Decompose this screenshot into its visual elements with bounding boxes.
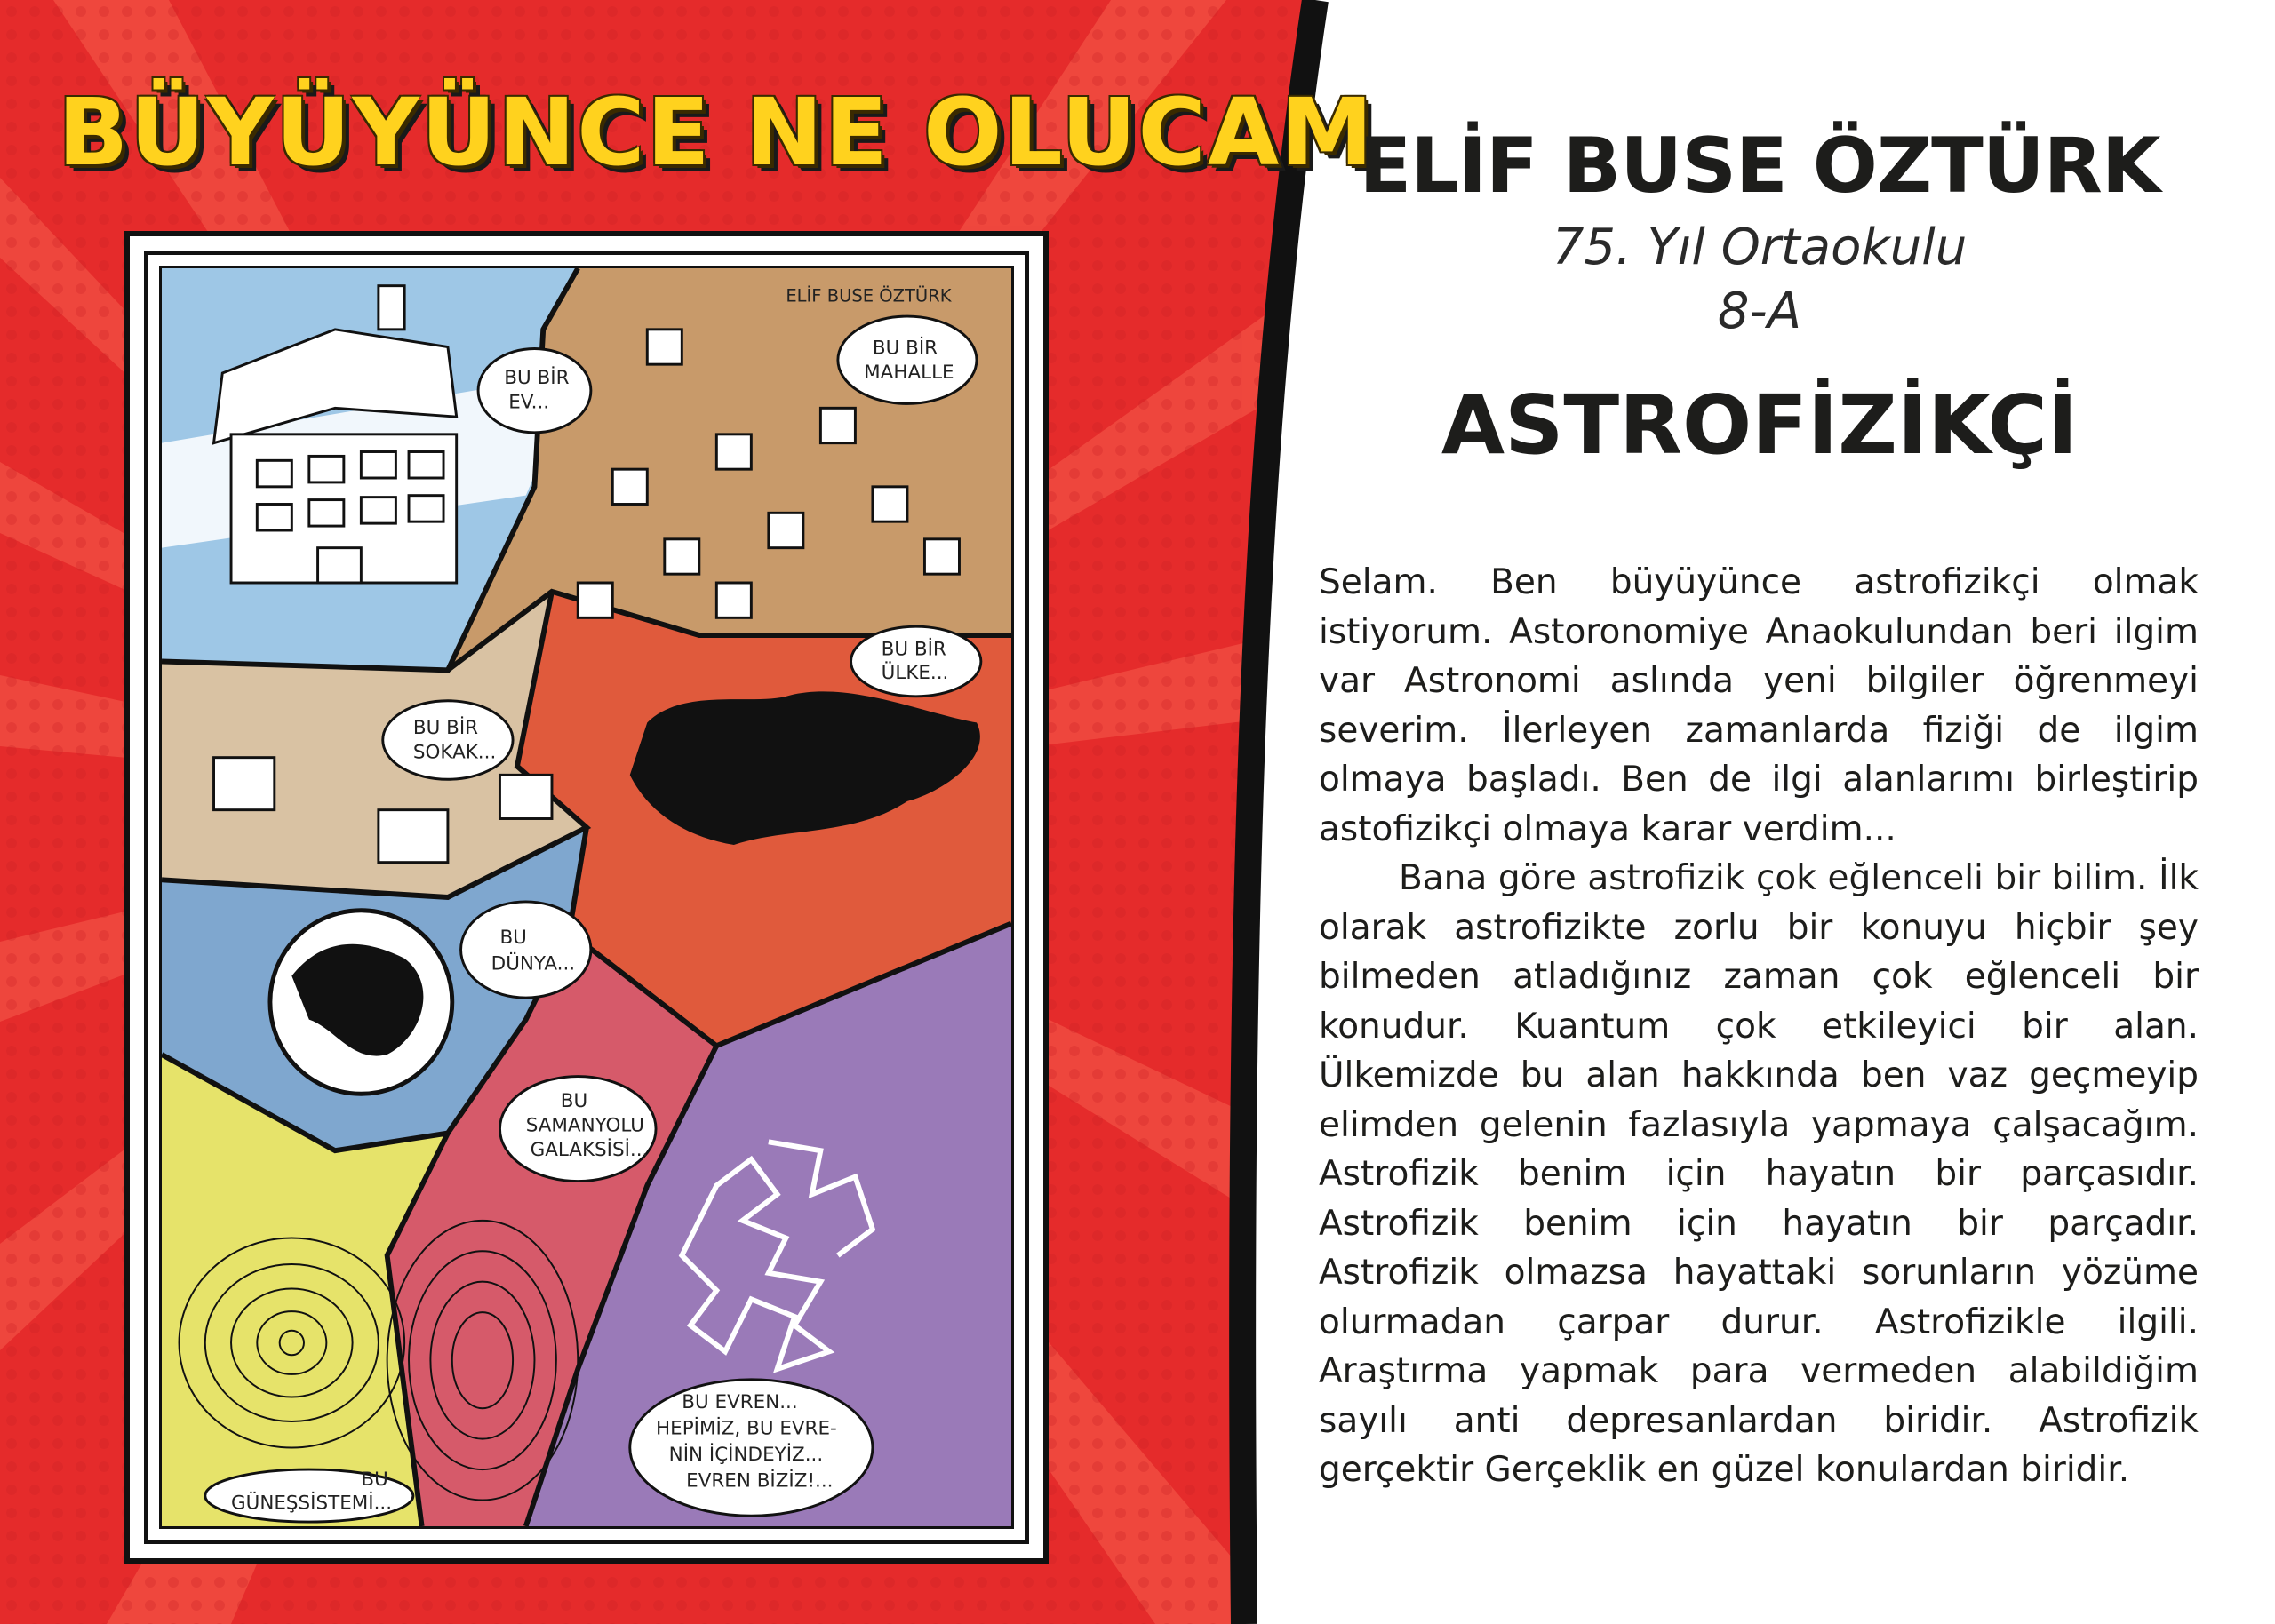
bubble-universe	[630, 1380, 873, 1516]
essay-text	[1319, 558, 2199, 1495]
essay-paragraph: Selam. Ben büyüyünce astrofizikçi olmak istiyorum. Astoronomiye Anaokulundan beri ilgim var Astronomi aslında yeni bilgiler öğrenmeyi severim. İlerleyen zamanlarda fiziği de ilgim olmaya başladı. Ben de ilgi alanlarımı birleştirip astofizikçi olmaya karar verdim...	[1319, 562, 2199, 849]
drawing-frame	[124, 231, 1049, 1564]
essay-paragraph: Bana göre astrofizik çok eğlenceli bir bilim. İlk olarak astrofizikte zorlu bir konuyu hiçbir şey bilmeden atladığınız zaman çok eğlenceli bir konudur. Kuantum çok etkileyici bir alan. Ülkemizde bu alan hakkında ben vaz geçmeyip elimden gelenin fazlasıyla yapmaya çalşacağım. Astrofizik benim için hayatın bir parçasıdır. Astrofizik benim için hayatın bir parçadır. Astrofizik olmazsa hayattaki sorunların yözüme olurmadan çarpar durur. Astrofizikle ilgili. Araştırma yapmak para vermeden alabildiğim sayılı anti depresanlardan biridir. Astrofizik gerçektir Gerçeklik en güzel konulardan biridir.	[1319, 858, 2199, 1490]
svg-text:BU EVREN...: BU EVREN...	[682, 1391, 798, 1414]
student-info	[1315, 122, 2204, 474]
svg-text:BU BİR: BU BİR	[412, 717, 479, 740]
profession-title: ASTROFİZİKÇİ	[1441, 378, 2079, 474]
svg-text:BU: BU	[560, 1089, 588, 1113]
svg-text:GÜNEŞSİSTEMİ...: GÜNEŞSİSTEMİ...	[231, 1492, 393, 1515]
bubble-country	[851, 626, 981, 697]
student-drawing	[159, 266, 1014, 1529]
svg-text:BU BİR: BU BİR	[872, 337, 938, 360]
bubble-galaxy	[499, 1077, 656, 1182]
svg-text:SAMANYOLU: SAMANYOLU	[525, 1114, 645, 1137]
student-name: ELİF BUSE ÖZTÜRK	[1359, 122, 2160, 211]
bubble-street	[383, 701, 513, 780]
svg-text:BU BİR: BU BİR	[504, 366, 570, 389]
svg-text:NİN İÇİNDEYİZ...: NİN İÇİNDEYİZ...	[668, 1444, 824, 1467]
bubble-world	[461, 902, 591, 998]
bubble-neighborhood	[838, 316, 977, 403]
drawing-signature: ELİF BUSE ÖZTÜRK	[786, 285, 952, 306]
class-name: 8-A	[1717, 282, 1802, 340]
school-name: 75. Yıl Ortaokulu	[1552, 218, 1968, 276]
bubble-house	[478, 348, 591, 432]
svg-text:EVREN BİZİZ!...: EVREN BİZİZ!...	[686, 1469, 834, 1493]
svg-text:BU BİR: BU BİR	[881, 638, 946, 661]
bubble-solar	[205, 1469, 413, 1522]
svg-text:HEPİMİZ, BU EVRE-: HEPİMİZ, BU EVRE-	[656, 1417, 837, 1440]
svg-text:BU: BU	[361, 1468, 388, 1491]
svg-text:MAHALLE: MAHALLE	[864, 361, 954, 384]
svg-text:SOKAK...: SOKAK...	[412, 741, 497, 764]
drawing-illustration	[162, 268, 1011, 1526]
svg-text:GALAKSİSİ...: GALAKSİSİ...	[530, 1138, 649, 1162]
header-title: BÜYÜYÜNCE NE OLUCAM	[58, 78, 1375, 187]
svg-text:DÜNYA...: DÜNYA...	[491, 952, 576, 975]
svg-text:ÜLKE...: ÜLKE...	[881, 662, 949, 685]
svg-text:EV...: EV...	[508, 391, 550, 414]
svg-text:BU: BU	[499, 927, 527, 950]
